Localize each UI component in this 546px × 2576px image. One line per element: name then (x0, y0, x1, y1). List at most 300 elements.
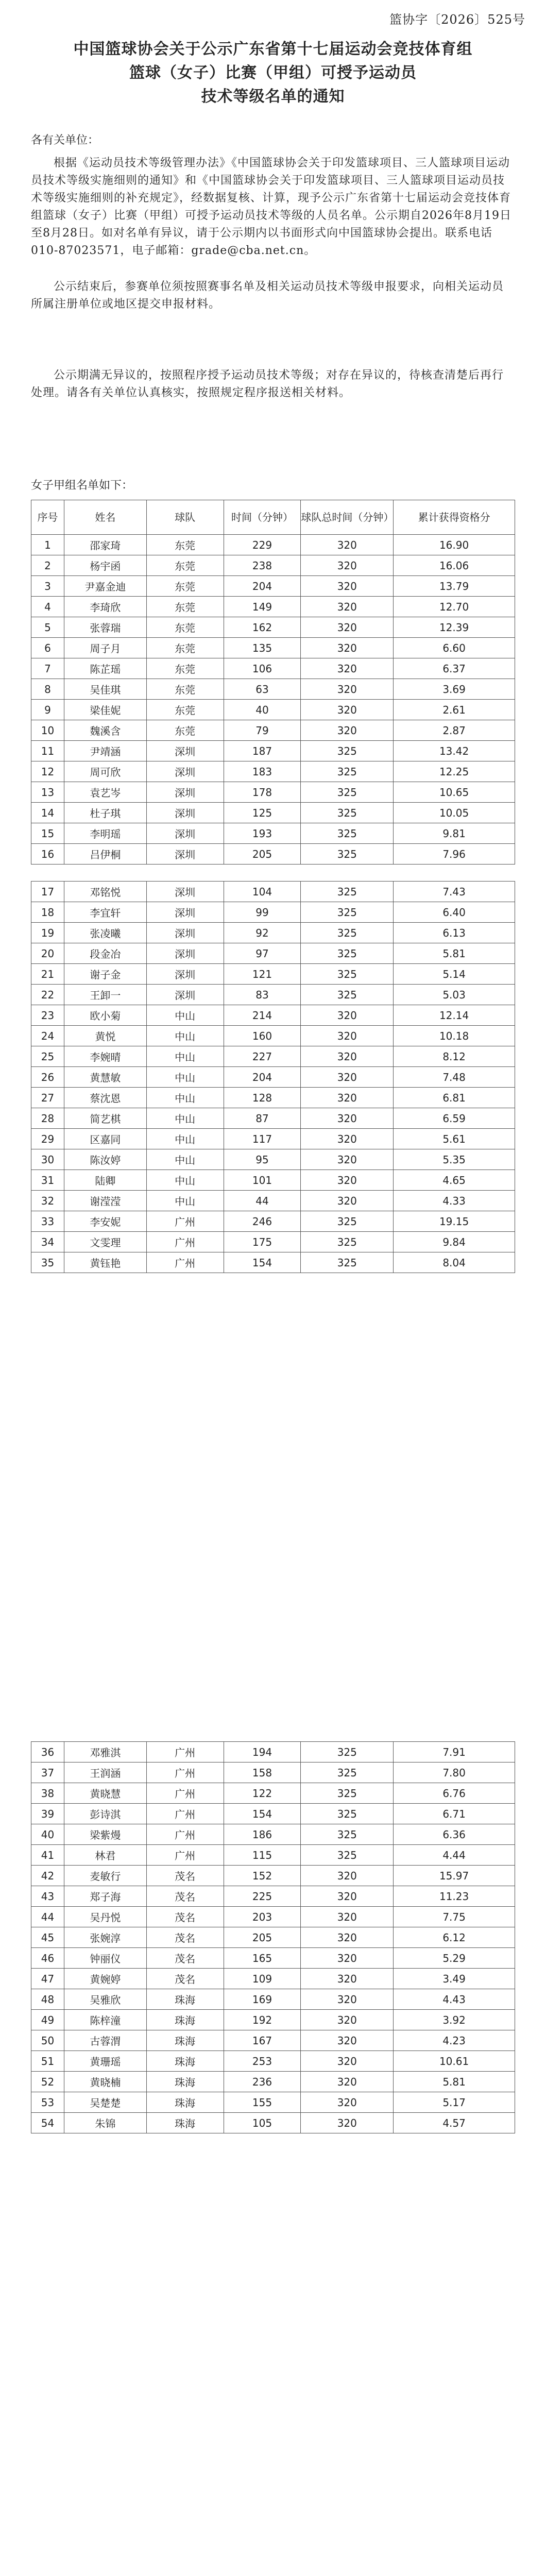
player-name: 郑子海 (64, 1886, 146, 1907)
team-minutes: 320 (301, 700, 394, 720)
minutes: 99 (224, 902, 301, 923)
row-index: 1 (31, 535, 64, 555)
team-name: 茂名 (146, 1907, 224, 1927)
player-name: 李宜轩 (64, 902, 146, 923)
qualification-points: 3.49 (394, 1969, 515, 1989)
qualification-points: 6.81 (394, 1088, 515, 1108)
header-team: 球队 (146, 500, 224, 535)
player-name: 吴雅欣 (64, 1989, 146, 2010)
paragraph-2: 公示结束后，参赛单位须按照赛事名单及相关运动员技术等级申报要求，向相关运动员所属注册单位或地区提交申报材料。 (31, 280, 504, 311)
player-name: 周子月 (64, 638, 146, 658)
table-row (31, 1989, 515, 2010)
team-minutes: 320 (301, 1149, 394, 1170)
player-name: 欧小菊 (64, 1005, 146, 1026)
table-row (31, 1211, 515, 1232)
qualification-points: 12.14 (394, 1005, 515, 1026)
team-name: 东莞 (146, 700, 224, 720)
table-row (31, 1232, 515, 1252)
qualification-points: 4.23 (394, 2030, 515, 2051)
paragraph-1: 根据《运动员技术等级管理办法》《中国篮球协会关于印发篮球项目、三人篮球项目运动员技术等级实施细则的通知》和《中国篮球协会关于印发篮球项目、三人篮球项目运动员技术等级实施细则的补充规定》，经数据复核、计算，现予公示广东省第十七届运动会竞技体育组篮球（女子）比赛（甲组）可授予运动员技术等级的人员名单。公示期自2026年8月19日至8月28日。如对名单有异议，请于公示期内以书面形式向中国篮球协会提出。联系电话 010-87023571，电子邮箱：grade@cba.net.cn。 (31, 157, 511, 257)
row-index: 26 (31, 1067, 64, 1088)
player-name: 黄慧敏 (64, 1067, 146, 1088)
qualification-points: 6.40 (394, 902, 515, 923)
player-name: 王润涵 (64, 1762, 146, 1783)
qualification-points: 4.33 (394, 1191, 515, 1211)
qualification-points: 10.61 (394, 2051, 515, 2072)
team-minutes: 320 (301, 1907, 394, 1927)
header-name: 姓名 (64, 500, 146, 535)
player-name: 吴佳琪 (64, 679, 146, 700)
table-row (31, 823, 515, 844)
table-row (31, 1252, 515, 1273)
player-name: 吴丹悦 (64, 1907, 146, 1927)
table-row (31, 882, 515, 902)
qualification-points: 16.90 (394, 535, 515, 555)
table-row (31, 2051, 515, 2072)
table-header-row (31, 500, 515, 535)
team-name: 深圳 (146, 741, 224, 761)
qualification-points: 2.87 (394, 720, 515, 741)
qualification-points: 3.69 (394, 679, 515, 700)
row-index: 24 (31, 1026, 64, 1046)
minutes: 193 (224, 823, 301, 844)
team-name: 中山 (146, 1170, 224, 1191)
qualification-points: 4.65 (394, 1170, 515, 1191)
row-index: 51 (31, 2051, 64, 2072)
player-name: 邵家琦 (64, 535, 146, 555)
team-minutes: 320 (301, 1129, 394, 1149)
team-name: 深圳 (146, 902, 224, 923)
table-row (31, 720, 515, 741)
minutes: 158 (224, 1762, 301, 1783)
team-name: 中山 (146, 1149, 224, 1170)
player-name: 黄珊瑶 (64, 2051, 146, 2072)
player-name: 李婉晴 (64, 1046, 146, 1067)
qualification-points: 4.44 (394, 1845, 515, 1866)
team-name: 中山 (146, 1046, 224, 1067)
minutes: 229 (224, 535, 301, 555)
team-minutes: 325 (301, 1762, 394, 1783)
minutes: 236 (224, 2072, 301, 2092)
row-index: 32 (31, 1191, 64, 1211)
minutes: 167 (224, 2030, 301, 2051)
row-index: 22 (31, 985, 64, 1005)
table-row (31, 1170, 515, 1191)
team-minutes: 320 (301, 1969, 394, 1989)
row-index: 36 (31, 1742, 64, 1762)
minutes: 175 (224, 1232, 301, 1252)
team-minutes: 320 (301, 1026, 394, 1046)
row-index: 30 (31, 1149, 64, 1170)
minutes: 154 (224, 1252, 301, 1273)
row-index: 45 (31, 1927, 64, 1948)
team-minutes: 320 (301, 2092, 394, 2113)
minutes: 115 (224, 1845, 301, 1866)
minutes: 225 (224, 1886, 301, 1907)
row-index: 15 (31, 823, 64, 844)
table-row (31, 1149, 515, 1170)
minutes: 162 (224, 617, 301, 638)
team-minutes: 320 (301, 2113, 394, 2133)
minutes: 204 (224, 576, 301, 597)
minutes: 169 (224, 1989, 301, 2010)
minutes: 121 (224, 964, 301, 985)
table-row (31, 1046, 515, 1067)
team-name: 深圳 (146, 943, 224, 964)
team-name: 茂名 (146, 1969, 224, 1989)
row-index: 47 (31, 1969, 64, 1989)
table-row (31, 576, 515, 597)
team-minutes: 320 (301, 2051, 394, 2072)
team-minutes: 320 (301, 1927, 394, 1948)
qualification-points: 4.57 (394, 2113, 515, 2133)
team-name: 东莞 (146, 617, 224, 638)
qualification-points: 5.35 (394, 1149, 515, 1170)
team-minutes: 320 (301, 679, 394, 700)
table-row (31, 658, 515, 679)
player-name: 麦敏行 (64, 1866, 146, 1886)
table-row (31, 535, 515, 555)
minutes: 152 (224, 1866, 301, 1886)
team-name: 茂名 (146, 1948, 224, 1969)
roster-table-2 (31, 881, 515, 1273)
player-name: 文雯理 (64, 1232, 146, 1252)
qualification-points: 5.61 (394, 1129, 515, 1149)
team-minutes: 320 (301, 2072, 394, 2092)
team-name: 东莞 (146, 658, 224, 679)
qualification-points: 2.61 (394, 700, 515, 720)
player-name: 蔡沈恩 (64, 1088, 146, 1108)
table-row (31, 803, 515, 823)
row-index: 46 (31, 1948, 64, 1969)
row-index: 42 (31, 1866, 64, 1886)
minutes: 160 (224, 1026, 301, 1046)
row-index: 9 (31, 700, 64, 720)
qualification-points: 3.92 (394, 2010, 515, 2030)
table-row (31, 1969, 515, 1989)
table-row (31, 1067, 515, 1088)
minutes: 122 (224, 1783, 301, 1804)
team-name: 广州 (146, 1762, 224, 1783)
header-points: 累计获得资格分 (394, 500, 515, 535)
table-row (31, 1005, 515, 1026)
player-name: 李安妮 (64, 1211, 146, 1232)
qualification-points: 5.81 (394, 943, 515, 964)
minutes: 187 (224, 741, 301, 761)
row-index: 53 (31, 2092, 64, 2113)
team-name: 深圳 (146, 803, 224, 823)
team-minutes: 320 (301, 617, 394, 638)
row-index: 40 (31, 1824, 64, 1845)
team-minutes: 325 (301, 985, 394, 1005)
team-name: 中山 (146, 1026, 224, 1046)
paragraph-3: 公示期满无异议的，按照程序授予运动员技术等级；对存在异议的，待核查清楚后再行处理。请各有关单位认真核实，按照规定程序报送相关材料。 (31, 369, 504, 399)
table-row (31, 1191, 515, 1211)
player-name: 陈梓潼 (64, 2010, 146, 2030)
player-name: 邓铭悦 (64, 882, 146, 902)
team-name: 东莞 (146, 535, 224, 555)
qualification-points: 5.17 (394, 2092, 515, 2113)
minutes: 165 (224, 1948, 301, 1969)
qualification-points: 9.84 (394, 1232, 515, 1252)
row-index: 27 (31, 1088, 64, 1108)
row-index: 41 (31, 1845, 64, 1866)
player-name: 陈芷瑶 (64, 658, 146, 679)
player-name: 梁紫熳 (64, 1824, 146, 1845)
table-row (31, 782, 515, 803)
qualification-points: 5.03 (394, 985, 515, 1005)
team-minutes: 320 (301, 2030, 394, 2051)
player-name: 黄钰艳 (64, 1252, 146, 1273)
row-index: 54 (31, 2113, 64, 2133)
team-name: 珠海 (146, 2113, 224, 2133)
qualification-points: 6.12 (394, 1927, 515, 1948)
row-index: 13 (31, 782, 64, 803)
minutes: 125 (224, 803, 301, 823)
team-name: 广州 (146, 1211, 224, 1232)
qualification-points: 6.60 (394, 638, 515, 658)
minutes: 105 (224, 2113, 301, 2133)
table-row (31, 1927, 515, 1948)
row-index: 18 (31, 902, 64, 923)
row-index: 8 (31, 679, 64, 700)
row-index: 35 (31, 1252, 64, 1273)
table-row (31, 2092, 515, 2113)
player-name: 朱锦 (64, 2113, 146, 2133)
qualification-points: 7.80 (394, 1762, 515, 1783)
row-index: 10 (31, 720, 64, 741)
minutes: 155 (224, 2092, 301, 2113)
table-row (31, 2010, 515, 2030)
minutes: 192 (224, 2010, 301, 2030)
qualification-points: 16.06 (394, 555, 515, 576)
team-minutes: 320 (301, 1191, 394, 1211)
title-line-2: 篮球（女子）比赛（甲组）可授予运动员 (129, 64, 417, 82)
player-name: 张蓉瑞 (64, 617, 146, 638)
table-row (31, 844, 515, 865)
player-name: 尹靖涵 (64, 741, 146, 761)
player-name: 杨宇函 (64, 555, 146, 576)
team-minutes: 325 (301, 823, 394, 844)
table-row (31, 638, 515, 658)
minutes: 154 (224, 1804, 301, 1824)
title-line-3: 技术等级名单的通知 (201, 88, 345, 106)
player-name: 陆卿 (64, 1170, 146, 1191)
team-minutes: 320 (301, 720, 394, 741)
minutes: 63 (224, 679, 301, 700)
team-minutes: 320 (301, 638, 394, 658)
row-index: 20 (31, 943, 64, 964)
team-minutes: 320 (301, 555, 394, 576)
team-minutes: 320 (301, 1046, 394, 1067)
team-minutes: 320 (301, 1088, 394, 1108)
team-minutes: 325 (301, 1824, 394, 1845)
row-index: 3 (31, 576, 64, 597)
table-row (31, 1088, 515, 1108)
team-name: 中山 (146, 1108, 224, 1129)
row-index: 29 (31, 1129, 64, 1149)
player-name: 古蓉渭 (64, 2030, 146, 2051)
qualification-points: 12.25 (394, 761, 515, 782)
minutes: 117 (224, 1129, 301, 1149)
team-name: 珠海 (146, 2051, 224, 2072)
team-name: 东莞 (146, 720, 224, 741)
team-minutes: 325 (301, 1783, 394, 1804)
team-minutes: 320 (301, 1866, 394, 1886)
row-index: 6 (31, 638, 64, 658)
team-minutes: 325 (301, 1804, 394, 1824)
qualification-points: 6.71 (394, 1804, 515, 1824)
player-name: 谢滢滢 (64, 1191, 146, 1211)
minutes: 203 (224, 1907, 301, 1927)
team-name: 广州 (146, 1845, 224, 1866)
qualification-points: 15.97 (394, 1866, 515, 1886)
player-name: 吴楚楚 (64, 2092, 146, 2113)
table-row (31, 1129, 515, 1149)
team-name: 东莞 (146, 638, 224, 658)
player-name: 钟丽仪 (64, 1948, 146, 1969)
player-name: 黄晓楠 (64, 2072, 146, 2092)
minutes: 135 (224, 638, 301, 658)
salutation: 各有关单位： (31, 134, 99, 147)
player-name: 吕伊桐 (64, 844, 146, 865)
table-row (31, 597, 515, 617)
team-name: 广州 (146, 1824, 224, 1845)
team-name: 深圳 (146, 923, 224, 943)
table-row (31, 1783, 515, 1804)
row-index: 7 (31, 658, 64, 679)
table-row (31, 741, 515, 761)
row-index: 50 (31, 2030, 64, 2051)
team-minutes: 325 (301, 1742, 394, 1762)
team-name: 茂名 (146, 1927, 224, 1948)
team-minutes: 325 (301, 882, 394, 902)
minutes: 104 (224, 882, 301, 902)
team-minutes: 320 (301, 1005, 394, 1026)
team-minutes: 320 (301, 1989, 394, 2010)
minutes: 205 (224, 1927, 301, 1948)
team-name: 中山 (146, 1067, 224, 1088)
table-row (31, 1804, 515, 1824)
row-index: 49 (31, 2010, 64, 2030)
header-team-minutes: 球队总时间（分钟） (301, 500, 394, 535)
table-row (31, 1742, 515, 1762)
team-minutes: 325 (301, 803, 394, 823)
team-name: 深圳 (146, 964, 224, 985)
team-name: 东莞 (146, 597, 224, 617)
table-row (31, 1907, 515, 1927)
row-index: 31 (31, 1170, 64, 1191)
minutes: 79 (224, 720, 301, 741)
qualification-points: 6.37 (394, 658, 515, 679)
team-name: 珠海 (146, 2010, 224, 2030)
player-name: 谢子金 (64, 964, 146, 985)
minutes: 95 (224, 1149, 301, 1170)
minutes: 97 (224, 943, 301, 964)
player-name: 黄悦 (64, 1026, 146, 1046)
qualification-points: 6.59 (394, 1108, 515, 1129)
row-index: 38 (31, 1783, 64, 1804)
minutes: 205 (224, 844, 301, 865)
team-name: 广州 (146, 1804, 224, 1824)
table-row (31, 679, 515, 700)
player-name: 魏溪含 (64, 720, 146, 741)
row-index: 11 (31, 741, 64, 761)
player-name: 林君 (64, 1845, 146, 1866)
minutes: 194 (224, 1742, 301, 1762)
qualification-points: 12.70 (394, 597, 515, 617)
player-name: 黄婉婷 (64, 1969, 146, 1989)
document-number: 篮协字〔2026〕525号 (389, 12, 525, 27)
minutes: 227 (224, 1046, 301, 1067)
team-minutes: 325 (301, 741, 394, 761)
player-name: 李明瑶 (64, 823, 146, 844)
minutes: 40 (224, 700, 301, 720)
qualification-points: 7.91 (394, 1742, 515, 1762)
table-row (31, 1108, 515, 1129)
qualification-points: 8.12 (394, 1046, 515, 1067)
qualification-points: 6.76 (394, 1783, 515, 1804)
table-row (31, 1762, 515, 1783)
team-minutes: 320 (301, 1067, 394, 1088)
row-index: 4 (31, 597, 64, 617)
team-name: 广州 (146, 1783, 224, 1804)
team-minutes: 325 (301, 1232, 394, 1252)
player-name: 彭诗淇 (64, 1804, 146, 1824)
row-index: 14 (31, 803, 64, 823)
table-row (31, 761, 515, 782)
qualification-points: 7.48 (394, 1067, 515, 1088)
minutes: 87 (224, 1108, 301, 1129)
qualification-points: 8.04 (394, 1252, 515, 1273)
table-row (31, 2030, 515, 2051)
row-index: 28 (31, 1108, 64, 1129)
team-name: 茂名 (146, 1866, 224, 1886)
row-index: 33 (31, 1211, 64, 1232)
team-minutes: 325 (301, 923, 394, 943)
team-minutes: 325 (301, 1211, 394, 1232)
minutes: 183 (224, 761, 301, 782)
team-name: 东莞 (146, 576, 224, 597)
table-row (31, 555, 515, 576)
minutes: 149 (224, 597, 301, 617)
team-name: 深圳 (146, 985, 224, 1005)
row-index: 44 (31, 1907, 64, 1927)
team-name: 珠海 (146, 2092, 224, 2113)
player-name: 周可欣 (64, 761, 146, 782)
player-name: 区嘉同 (64, 1129, 146, 1149)
team-name: 东莞 (146, 555, 224, 576)
list-heading: 女子甲组名单如下： (31, 479, 133, 492)
roster-table-3 (31, 1741, 515, 2133)
player-name: 简艺棋 (64, 1108, 146, 1129)
header-index: 序号 (31, 500, 64, 535)
player-name: 张凌曦 (64, 923, 146, 943)
row-index: 39 (31, 1804, 64, 1824)
row-index: 16 (31, 844, 64, 865)
minutes: 238 (224, 555, 301, 576)
player-name: 陈汝婷 (64, 1149, 146, 1170)
team-name: 广州 (146, 1252, 224, 1273)
qualification-points: 7.96 (394, 844, 515, 865)
qualification-points: 6.36 (394, 1824, 515, 1845)
team-name: 深圳 (146, 823, 224, 844)
qualification-points: 10.65 (394, 782, 515, 803)
player-name: 邓雅淇 (64, 1742, 146, 1762)
table-row (31, 943, 515, 964)
row-index: 48 (31, 1989, 64, 2010)
team-name: 深圳 (146, 761, 224, 782)
